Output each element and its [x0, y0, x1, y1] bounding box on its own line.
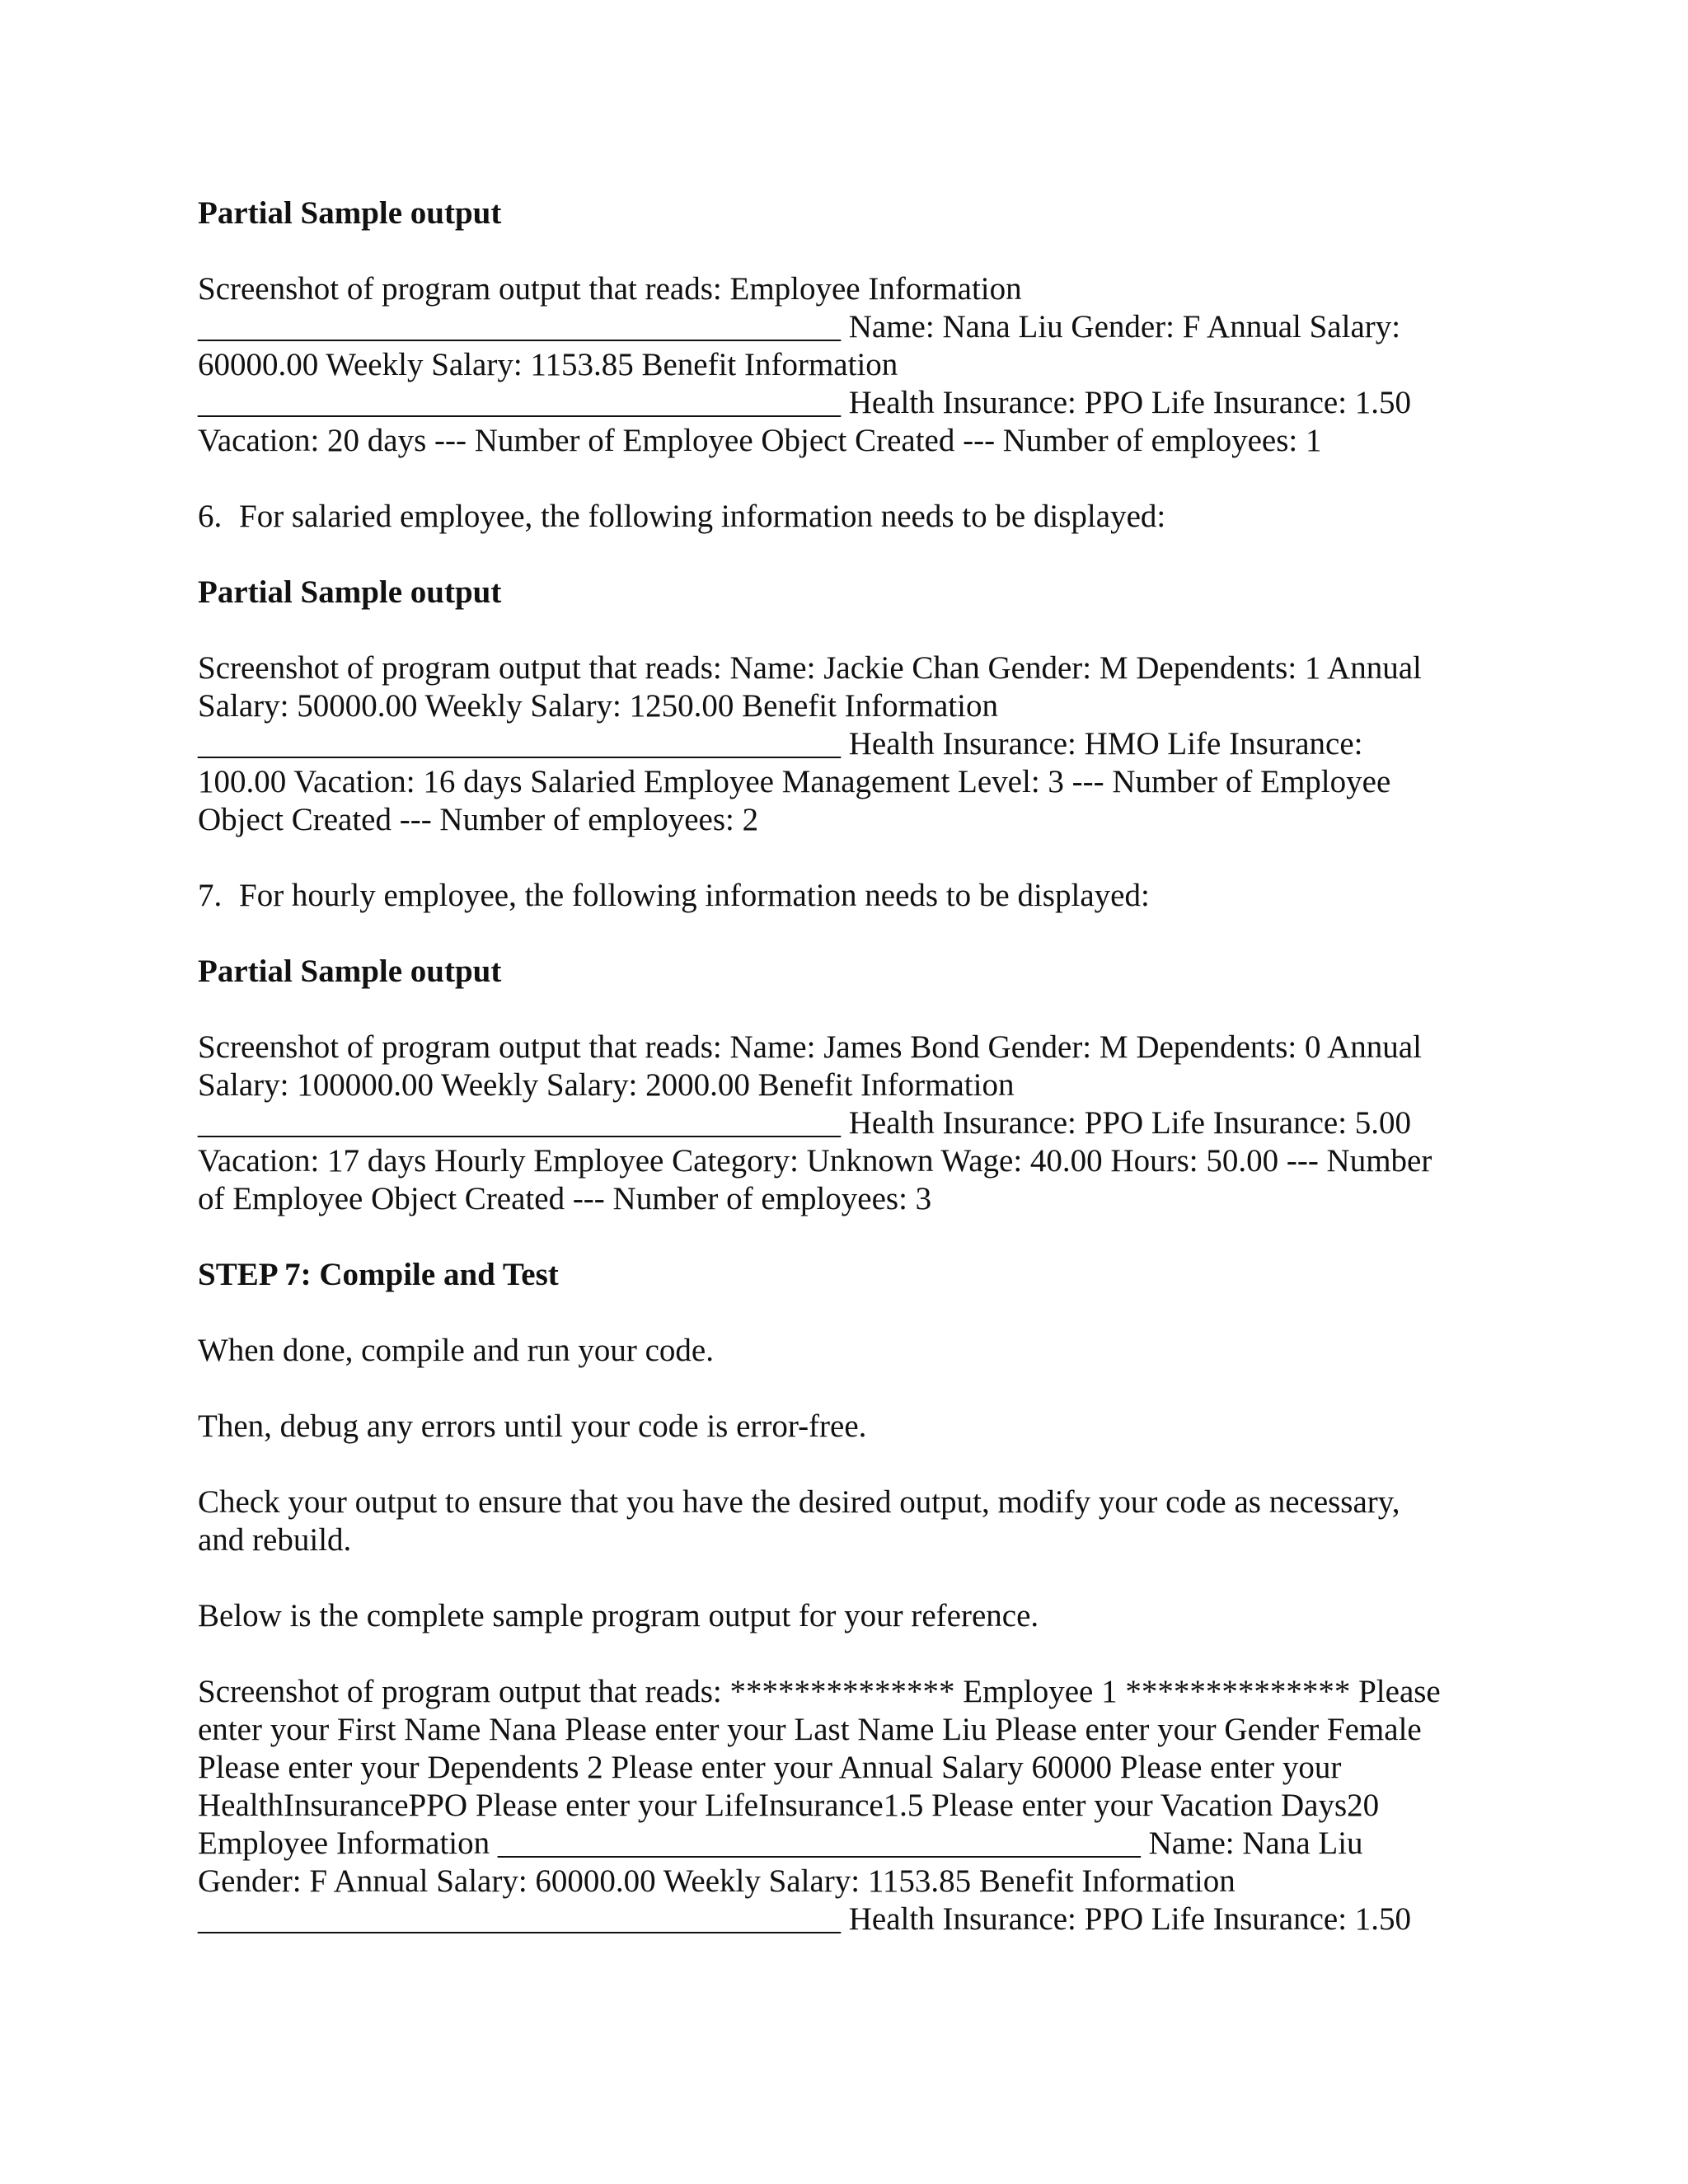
paragraph [198, 1483, 1484, 1559]
paragraph [198, 1673, 1484, 1938]
text-line: ________________________________________ Health Insurance: PPO Life Insurance: 1.50 [198, 1901, 1412, 1937]
text-line: of Employee Object Created --- Number of employees: 3 [198, 1181, 932, 1216]
paragraph [198, 1408, 1484, 1446]
text-line: Vacation: 17 days Hourly Employee Category: Unknown Wage: 40.00 Hours: 50.00 --- Number [198, 1143, 1432, 1179]
text-line: Screenshot of program output that reads: Name: Jackie Chan Gender: M Dependents: 1 Annual [198, 650, 1422, 686]
numbered-item [198, 877, 1484, 915]
text-line: Then, debug any errors until your code is error-free. [198, 1408, 867, 1444]
section-heading: Partial Sample output [198, 195, 502, 231]
text-line: Salary: 50000.00 Weekly Salary: 1250.00 Benefit Information [198, 688, 998, 724]
text-line: ________________________________________ Health Insurance: PPO Life Insurance: 5.00 [198, 1105, 1412, 1141]
text-line: 60000.00 Weekly Salary: 1153.85 Benefit Information [198, 347, 898, 382]
text-line: Screenshot of program output that reads: Name: James Bond Gender: M Dependents: 0 Annual [198, 1029, 1422, 1065]
section-heading: STEP 7: Compile and Test [198, 1257, 559, 1292]
text-line: Employee Information ________________________________________ Name: Nana Liu [198, 1825, 1363, 1861]
paragraph [198, 270, 1484, 460]
text-line: Screenshot of program output that reads: Employee Information [198, 271, 1022, 307]
text-line: ________________________________________ Health Insurance: PPO Life Insurance: 1.50 [198, 385, 1412, 420]
item-number: 6. [198, 499, 223, 534]
paragraph [198, 649, 1484, 839]
text-line: 100.00 Vacation: 16 days Salaried Employee Management Level: 3 --- Number of Employee [198, 764, 1391, 799]
text-line: and rebuild. [198, 1522, 352, 1558]
text-line: Gender: F Annual Salary: 60000.00 Weekly Salary: 1153.85 Benefit Information [198, 1863, 1236, 1899]
text-line: Please enter your Dependents 2 Please enter your Annual Salary 60000 Please enter your [198, 1750, 1342, 1785]
text-line: Check your output to ensure that you have the desired output, modify your code as necessary, [198, 1484, 1400, 1520]
section-heading: Partial Sample output [198, 574, 502, 610]
text-line: Vacation: 20 days --- Number of Employee Object Created --- Number of employees: 1 [198, 423, 1322, 458]
section-heading: Partial Sample output [198, 954, 502, 989]
text-line: Salary: 100000.00 Weekly Salary: 2000.00 Benefit Information [198, 1067, 1015, 1103]
text-line: ________________________________________ Name: Nana Liu Gender: F Annual Salary: [198, 309, 1401, 344]
text-line: When done, compile and run your code. [198, 1333, 714, 1368]
text-line: Screenshot of program output that reads: ************** Employee 1 ************** Please [198, 1674, 1441, 1709]
paragraph [198, 1597, 1484, 1635]
paragraph [198, 1332, 1484, 1370]
text-line: ________________________________________ Health Insurance: HMO Life Insurance: [198, 726, 1363, 762]
numbered-item [198, 498, 1484, 536]
item-number: 7. [198, 878, 223, 913]
text-line: HealthInsurancePPO Please enter your LifeInsurance1.5 Please enter your Vacation Days20 [198, 1788, 1380, 1823]
text-line: Object Created --- Number of employees: 2 [198, 802, 759, 837]
document-page [198, 194, 1484, 1938]
text-line: enter your First Name Nana Please enter your Last Name Liu Please enter your Gender Female [198, 1712, 1422, 1747]
paragraph [198, 1029, 1484, 1218]
text-line: Below is the complete sample program output for your reference. [198, 1598, 1039, 1633]
item-text: For salaried employee, the following information needs to be displayed: [239, 499, 1166, 534]
item-text: For hourly employee, the following information needs to be displayed: [239, 878, 1150, 913]
